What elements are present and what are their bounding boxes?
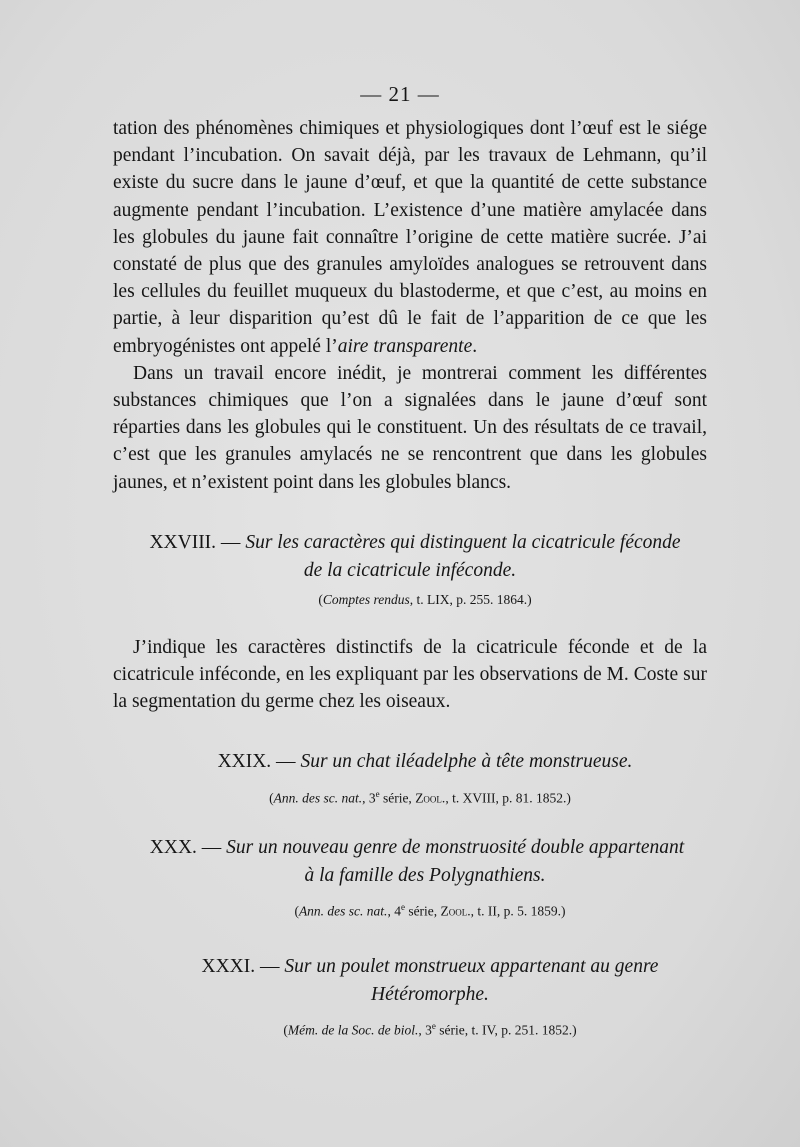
section-heading-line2 <box>113 862 707 890</box>
section-heading-line2 <box>113 557 707 585</box>
section-number: XXX. — <box>149 837 222 858</box>
citation-sup: e <box>400 902 405 912</box>
section-title-line1: Sur un nouveau genre de monstruosité double appartenant <box>226 837 685 858</box>
paragraph-2: Dans un travail encore inédit, je montrerai comment les différentes substances chimiques que l’on a signalées dans le jaune d’œuf sont réparties dans les globules qui le constituent. Un des résultats de ce travail, c’est que les granules amylacés ne se rencontrent que dans les globules jaunes, et n’existent point dans les globules blancs. <box>113 362 707 493</box>
section-citation <box>113 590 707 610</box>
page-number: — 21 — <box>360 82 440 106</box>
section-citation <box>113 897 707 922</box>
citation-series: , 3 <box>362 790 376 805</box>
citation-sup: e <box>375 788 380 799</box>
citation-journal: Comptes rendus <box>322 592 410 607</box>
citation-journal: Ann. des sc. nat. <box>298 903 388 919</box>
citation-journal: Ann. des sc. nat. <box>273 790 363 805</box>
paragraph-1 <box>113 115 707 360</box>
citation-mid: série, <box>379 790 416 805</box>
section-heading <box>113 529 707 557</box>
citation-open: ( <box>318 592 323 607</box>
citation-journal: Mém. de la Soc. de biol. <box>287 1022 419 1038</box>
citation-rest: , t. XVIII, p. 81. 1852.) <box>445 790 571 805</box>
section-heading <box>113 953 707 981</box>
citation-sup: e <box>431 1021 436 1031</box>
section-xxix <box>113 748 707 808</box>
section-xxxi <box>113 953 707 1041</box>
citation-rest: , t. II, p. 5. 1859.) <box>470 903 566 919</box>
citation-zool: Zool. <box>440 903 471 919</box>
paragraph-1-end: . <box>472 335 478 357</box>
paragraph-1-article: l’ <box>325 335 338 357</box>
section-xxx <box>113 834 707 922</box>
paragraph-3: J’indique les caractères distinctifs de la cicatricule féconde et de la cicatricule inféconde, en les expliquant par les observations de M. Coste sur la segmentation du germe chez les oiseaux. <box>113 637 707 713</box>
citation-open: ( <box>269 790 274 805</box>
citation-zool: Zool. <box>415 790 446 805</box>
citation-mid: série, <box>404 903 441 919</box>
citation-mid: série, t. IV, p. 251. 1852.) <box>435 1022 577 1038</box>
citation-rest: , t. LIX, p. 255. 1864.) <box>409 592 532 607</box>
body-text-top <box>113 115 707 496</box>
section-heading <box>113 834 707 862</box>
paragraph-1-italic: aire transparente <box>337 335 473 357</box>
section-xxviii <box>113 529 707 610</box>
section-number: XXXI. — <box>201 956 280 977</box>
citation-open: ( <box>294 903 299 919</box>
paragraph-1-text: tation des phénomènes chimiques et physiologiques dont l’œuf est le siége pendant l’incubation. On savait déjà, par les travaux de Lehmann, qu’il existe du sucre dans le jaune d’œuf, et que la quantité de cette substance augmente pendant l’incubation. L’existence d’une matière amylacée dans les globules du jaune fait connaître l’origine de cette matière sucrée. J’ai constaté de plus que des granules amyloïdes analogues se retrouvent dans les cellules du feuillet muqueux du blastoderme, et que c’est, au moins en partie, à leur disparition qu’est dû le fait de l’apparition de ce que les embryogénistes ont appelé <box>113 118 707 357</box>
citation-open: ( <box>283 1022 288 1038</box>
section-title-line1: Sur un poulet monstrueux appartenant au genre <box>284 956 659 977</box>
body-text-middle <box>113 634 707 716</box>
section-number: XXIX. — <box>217 751 296 772</box>
section-title-line2: Hétéromorphe. <box>371 983 489 1005</box>
section-title-line1: Sur un chat iléadelphe à tête monstrueuse. <box>300 751 633 772</box>
section-heading <box>113 748 707 776</box>
citation-series: , 3 <box>418 1022 432 1038</box>
section-citation <box>113 1016 707 1041</box>
section-title-line2: à la famille des Polygnathiens. <box>304 864 546 886</box>
citation-series: , 4 <box>387 903 401 919</box>
section-heading-line2 <box>113 981 707 1009</box>
section-number: XXVIII. — <box>149 532 241 553</box>
section-citation <box>113 784 707 809</box>
section-title-line1: Sur les caractères qui distinguent la cicatricule féconde <box>245 532 681 553</box>
section-title-line2: de la cicatricule inféconde. <box>303 559 517 581</box>
